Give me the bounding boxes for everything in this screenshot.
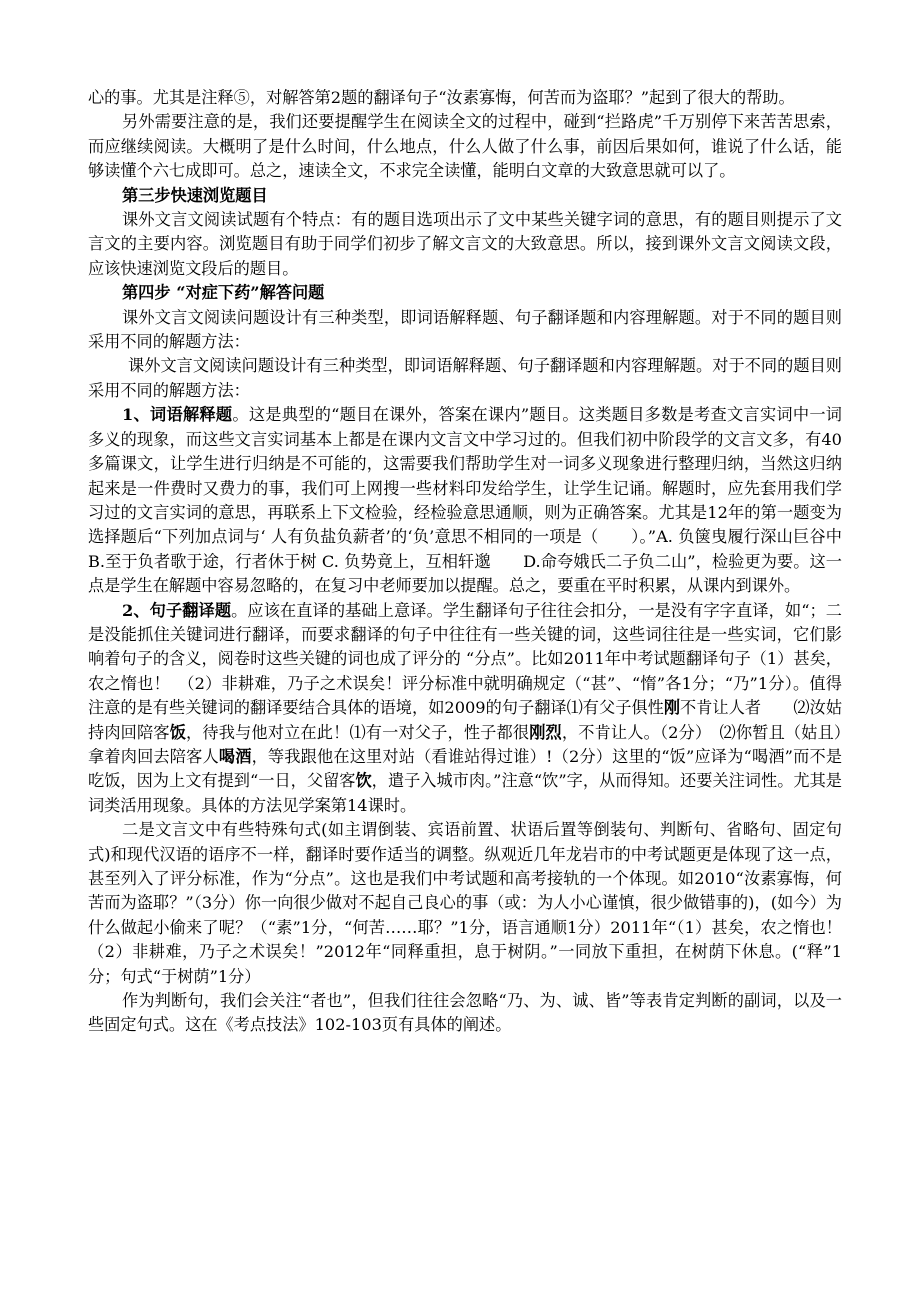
sentence-translation-text: 不肯让人者 ⑵汝姑持肉回陪客 <box>88 698 843 742</box>
special-sentence-paragraph: 二是文言文中有些特殊句式(如主谓倒装、宾语前置、状语后置等倒装句、判断句、省略句、固定句式)和现代汉语的语序不一样，翻译时要作适当的调整。纵观近几年龙岩市的中考试题更是体现了这一点，甚至列入了评分标准，作为“分点”。这也是我们中考试题和高考接轨的一个体现。如2010“汝素寡悔，何苦而为盗耶？”（3分）你一向很少做对不起自己良心的事（或：为人小心谨慎，很少做错事的)，(如今）为什么做起小偷来了呢？（“素”1分，“何苦……耶？”1分，语言通顺1分）2011年“（1）甚矣，农之惰也！（2）非耕难，乃子之术误矣！”2012年“同释重担，息于树阴。”一同放下重担，在树荫下休息。(“释”1分；句式“于树荫”1分） <box>88 820 842 986</box>
keyword-gang: 刚 <box>663 698 681 718</box>
word-explanation-paragraph <box>88 403 842 598</box>
question-types-paragraph: 课外文言文阅读问题设计有三种类型，即词语解释题、句子翻译题和内容理解题。对于不同的题目则采用不同的解题方法： <box>88 307 842 352</box>
keyword-fan: 饭 <box>169 722 187 742</box>
sentence-translation-text: ，遣子入城市肉。”注意“饮”字，从而得知。还要关注词性。尤其是词类活用现象。具体的方法见学案第14课时。 <box>88 771 842 815</box>
word-explanation-text: 。这是典型的“题目在课外，答案在课内”题目。这类题目多数是考查文言实词中一词多义的现象，而这些文言实词基本上都是在课内文言文中学习过的。但我们初中阶段学的文言文多，有40多篇课文，让学生进行归纳是不可能的，这需要我们帮助学生对一词多义现象进行整理归纳，当然这归纳起来是一件费时又费力的事，我们可上网搜一些材料印发给学生，让学生记诵。解题时，应先套用我们学习过的文言实词的意思，再联系上下文检验，经检验意思通顺，则为正确答案。尤其是12年的第一题变为选择题后“下列加点词与‘ 人有负盐负薪者’的‘负’意思不相同的一项是（ ）。”A. 负箧曳履行深山巨谷中 B.至于负者歌于途，行者休于树 C. 负势竟上，互相轩邈 D.命夸娥氏二子负二山”，检验更为要。这一点是学生在解题中容易忽略的，在复习中老师要加以提醒。总之，要重在平时积累，从课内到课外。 <box>88 405 842 596</box>
sentence-translation-label: 2、句子翻译题 <box>122 600 232 620</box>
sentence-translation-text: ，待我与他对立在此！⑴有一对父子，性子都很 <box>186 722 530 742</box>
note-paragraph: 另外需要注意的是，我们还要提醒学生在阅读全文的过程中，碰到“拦路虎”千万别停下来苦苦思索，而应继续阅读。大概明了是什么时间，什么地点，什么人做了什么事，前因后果如何，谁说了什么话，能够读懂个六七成即可。总之，速读全文，不求完全读懂，能明白文章的大致意思就可以了。 <box>88 112 842 181</box>
sentence-translation-paragraph <box>88 599 842 819</box>
sentence-translation-text: 。应该在直译的基础上意译。学生翻译句子往往会扣分，一是没有字字直译，如“；二是没能抓住关键词进行翻译，而要求翻译的句子中往往有一些关键的词，这些词往往是一些实词，它们影响着句子的含义，阅卷时这些关键的词也成了评分的 “分点”。比如2011年中考试题翻译句子（1）甚矣，农之惰也！ （2）非耕难，乃子之术误矣！评分标准中就明确规定（“甚”、“惰”各1分；“乃”1分）。值得注意的是有些关键词的翻译要结合具体的语境，如2009的句子翻译⑴有父子俱性 <box>88 600 842 718</box>
step3-heading: 第三步快速浏览题目 <box>122 185 268 205</box>
keyword-gangle: 刚烈 <box>529 722 562 742</box>
step4-heading: 第四步 “对症下药”解答问题 <box>122 283 325 303</box>
intro-paragraph: 心的事。尤其是注释⑤，对解答第2题的翻译句子“汝素寡悔，何苦而为盗耶？”起到了很大的帮助。 <box>88 88 795 107</box>
judgment-sentence-paragraph: 作为判断句，我们会关注“者也”，但我们往往会忽略“乃、为、诚、皆”等表肯定判断的副词，以及一些固定句式。这在《考点技法》102-103页有具体的阐述。 <box>88 991 842 1035</box>
step3-paragraph: 课外文言文阅读试题有个特点：有的题目选项出示了文中某些关键字词的意思，有的题目则提示了文言文的主要内容。浏览题目有助于同学们初步了解文言文的大致意思。所以，接到课外文言文阅读文段，应该快速浏览文段后的题目。 <box>88 210 842 278</box>
keyword-hejiu: 喝酒 <box>218 746 252 766</box>
document-page <box>88 86 842 1038</box>
sentence-translation-text: ，不肯让人。（2分） ⑵你暂且（姑且）拿着肉回去陪客人 <box>88 722 843 766</box>
sentence-translation-text: ，等我跟他在这里对站（看谁站得过谁）!（2分）这里的“饭”应译为“喝酒”而不是吃饭，因为上文有提到“一日，父留客 <box>88 746 843 791</box>
word-explanation-label: 1、词语解释题 <box>122 405 233 425</box>
question-types-paragraph-repeat: 课外文言文阅读问题设计有三种类型，即词语解释题、句子翻译题和内容理解题。对于不同的题目则采用不同的解题方法： <box>88 356 842 400</box>
keyword-yin: 饮 <box>355 771 372 791</box>
